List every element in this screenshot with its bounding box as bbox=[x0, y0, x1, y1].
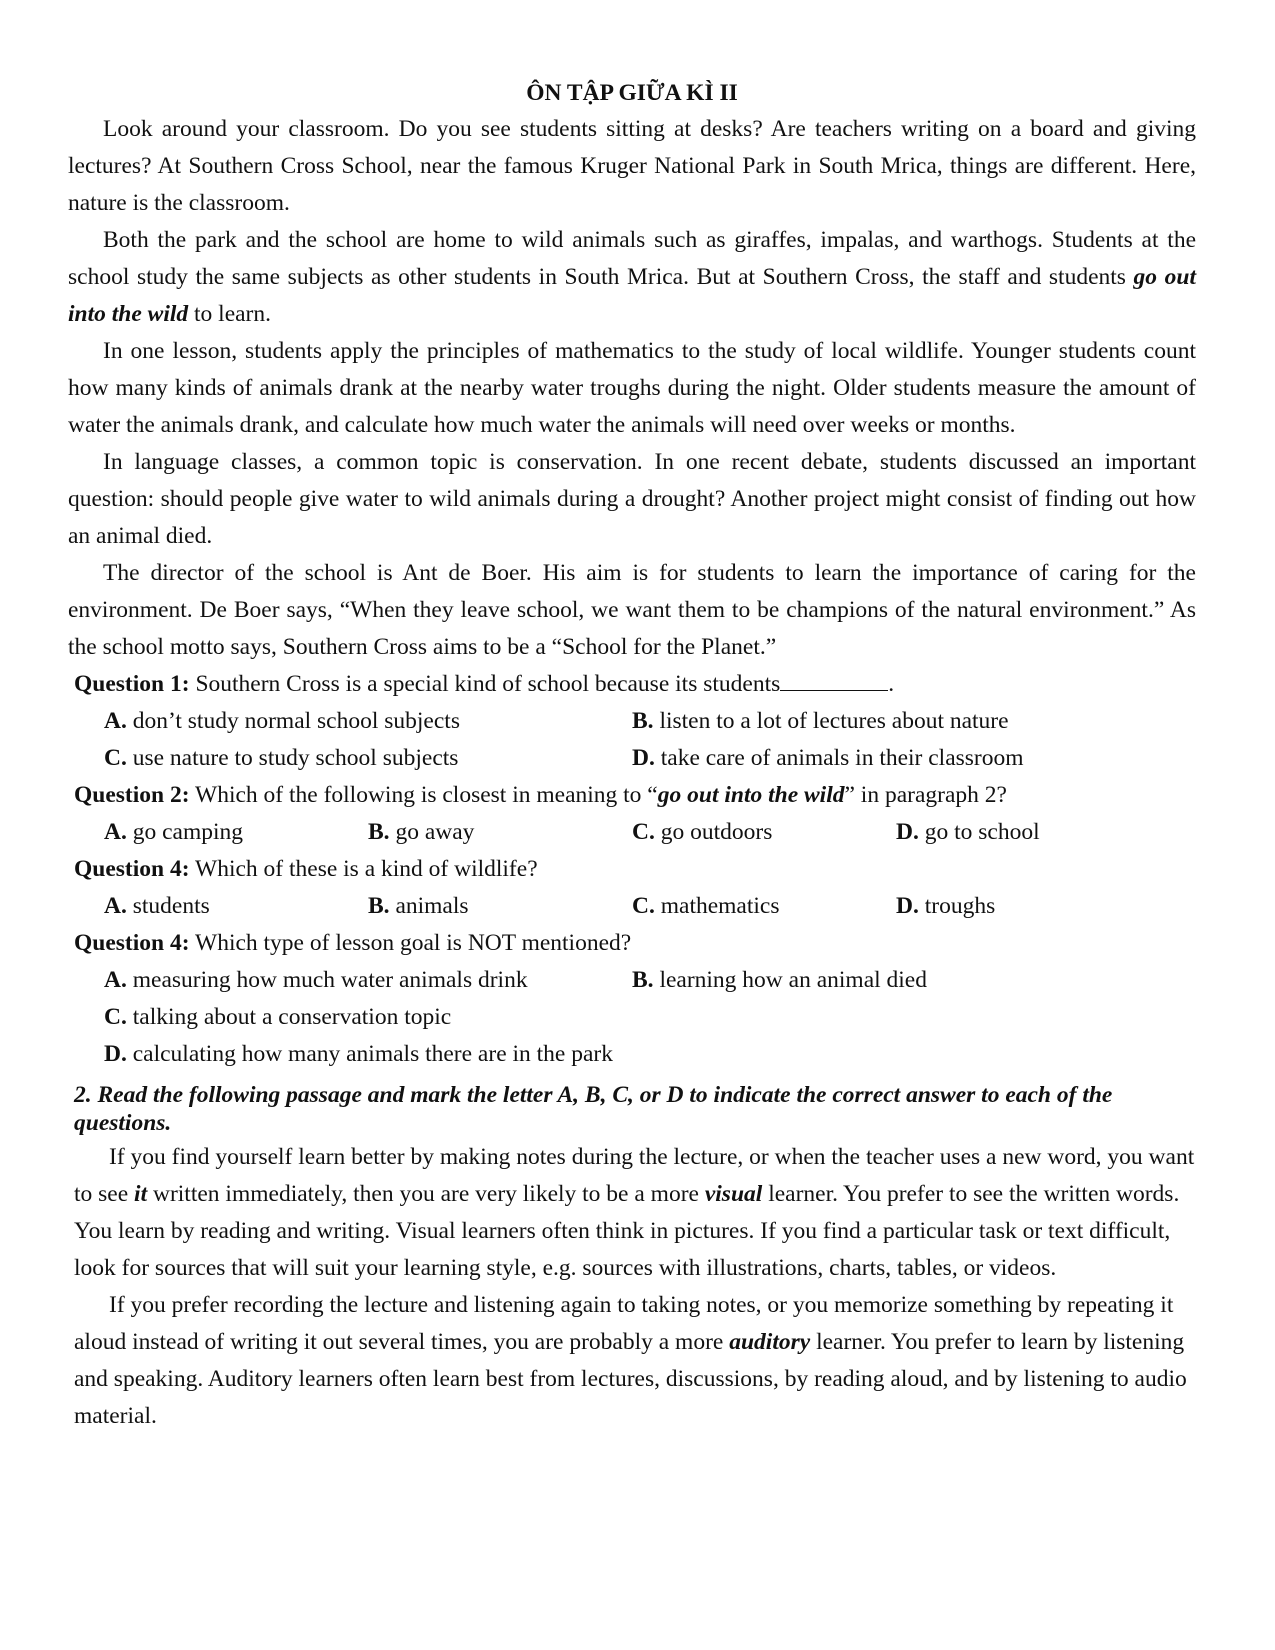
option-a[interactable] bbox=[104, 703, 460, 740]
text-span: to learn. bbox=[188, 301, 272, 327]
question-label: Question 1: bbox=[74, 671, 190, 697]
question-label: Question 4: bbox=[74, 930, 190, 956]
option-a[interactable] bbox=[104, 888, 210, 925]
option-d[interactable] bbox=[632, 740, 1024, 777]
question-tail: . bbox=[888, 671, 895, 697]
question-3 bbox=[68, 851, 1196, 888]
option-c[interactable] bbox=[632, 814, 772, 851]
passage1-paragraph-5: The director of the school is Ant de Boer. His aim is for students to learn the importance of caring for the environment. De Boer says, “When they leave school, we want them to be champions of the natural environment.” As the school motto says, Southern Cross aims to be a “School for the Planet.” bbox=[68, 560, 1196, 660]
option-text: mathematics bbox=[654, 893, 780, 919]
option-letter: B. bbox=[632, 708, 654, 734]
option-c[interactable] bbox=[632, 888, 780, 925]
question-text: Which of these is a kind of wildlife? bbox=[189, 856, 538, 882]
option-letter: D. bbox=[104, 1041, 127, 1067]
option-c[interactable] bbox=[104, 999, 451, 1036]
option-b[interactable] bbox=[632, 962, 927, 999]
question-text: Southern Cross is a special kind of school because its students bbox=[189, 671, 781, 697]
emphasized-word: it bbox=[134, 1181, 148, 1207]
option-letter: C. bbox=[632, 893, 655, 919]
page-title: ÔN TẬP GIỮA KÌ II bbox=[526, 80, 738, 106]
question-3-options bbox=[68, 888, 1196, 925]
text-span: learner. You prefer to learn by listening and speaking. Auditory learners often learn best from lectures, discussions, by reading aloud, and by listening to audio material. bbox=[74, 1329, 1187, 1429]
option-text: go camping bbox=[126, 819, 244, 845]
option-text: animals bbox=[389, 893, 469, 919]
question-text: ” in paragraph 2? bbox=[844, 782, 1007, 808]
passage1-paragraph-3: In one lesson, students apply the principles of mathematics to the study of local wildlife. Younger students count how many kinds of animals drank at the nearby water troughs during the night. Older students measure the amount of water the animals drank, and calculate how much water the animals will need over weeks or months. bbox=[68, 338, 1196, 438]
emphasized-word: auditory bbox=[729, 1329, 811, 1355]
question-text: Which type of lesson goal is NOT mentioned? bbox=[189, 930, 632, 956]
passage1-paragraph-4: In language classes, a common topic is conservation. In one recent debate, students discussed an important question: should people give water to wild animals during a drought? Another project might consist of finding out how an animal died. bbox=[68, 449, 1196, 549]
section-2-heading: 2. Read the following passage and mark the letter A, B, C, or D to indicate the correct answer to each of the questions. bbox=[74, 1082, 1113, 1136]
text-span: If you find yourself learn better by making notes during the lecture, or when the teacher uses a new word, you want to see bbox=[74, 1144, 1195, 1207]
emphasized-word: visual bbox=[704, 1181, 763, 1207]
passage1-paragraph-2 bbox=[68, 222, 1196, 333]
option-letter: D. bbox=[896, 893, 919, 919]
text-span: Both the park and the school are home to wild animals such as giraffes, impalas, and warthogs. Students at the school study the same subjects as other students in South Mrica. But at Southern Cross, the staff and students bbox=[68, 227, 1196, 290]
option-text: calculating how many animals there are in the park bbox=[126, 1041, 613, 1067]
text-span: If you prefer recording the lecture and listening again to taking notes, or you memorize something by repeating it aloud instead of writing it out several times, you are probably a more bbox=[74, 1292, 1174, 1355]
option-b[interactable] bbox=[368, 888, 469, 925]
option-d[interactable] bbox=[104, 1036, 613, 1073]
option-text: don’t study normal school subjects bbox=[126, 708, 460, 734]
passage1-paragraph-1: Look around your classroom. Do you see students sitting at desks? Are teachers writing on a board and giving lectures? At Southern Cross School, near the famous Kruger National Park in South Mrica, things are different. Here, nature is the classroom. bbox=[68, 116, 1196, 216]
emphasized-phrase: go out into the wild bbox=[68, 264, 1196, 327]
text-span: written immediately, then you are very likely to be a more bbox=[147, 1181, 705, 1207]
option-text: go to school bbox=[918, 819, 1040, 845]
question-label: Question 4: bbox=[74, 856, 190, 882]
option-d[interactable] bbox=[896, 888, 995, 925]
question-1-options-row-1 bbox=[68, 703, 1196, 740]
option-text: listen to a lot of lectures about nature bbox=[653, 708, 1009, 734]
text-span: learner. You prefer to see the written words. You learn by reading and writing. Visual learners often think in pictures. If you find a particular task or text difficult, look for sources that will suit your learning style, e.g. sources with illustrations, charts, tables, or videos. bbox=[74, 1181, 1180, 1281]
option-letter: B. bbox=[632, 967, 654, 993]
option-d[interactable] bbox=[896, 814, 1040, 851]
question-4-options-row-3 bbox=[68, 1036, 1196, 1073]
question-text: Which of the following is closest in meaning to “ bbox=[189, 782, 658, 808]
option-a[interactable] bbox=[104, 814, 243, 851]
option-letter: A. bbox=[104, 967, 127, 993]
option-b[interactable] bbox=[368, 814, 474, 851]
option-text: go away bbox=[389, 819, 475, 845]
question-4 bbox=[68, 925, 1196, 962]
question-1-options-row-2 bbox=[68, 740, 1196, 777]
question-label: Question 2: bbox=[74, 782, 190, 808]
option-letter: A. bbox=[104, 819, 127, 845]
question-2-options bbox=[68, 814, 1196, 851]
emphasized-phrase: go out into the wild bbox=[657, 782, 845, 808]
option-letter: D. bbox=[896, 819, 919, 845]
option-letter: A. bbox=[104, 708, 127, 734]
option-text: students bbox=[126, 893, 210, 919]
answer-blank bbox=[780, 670, 888, 691]
option-text: talking about a conservation topic bbox=[126, 1004, 452, 1030]
option-letter: B. bbox=[368, 893, 390, 919]
option-letter: C. bbox=[632, 819, 655, 845]
question-4-options-row-2 bbox=[68, 999, 1196, 1036]
option-text: go outdoors bbox=[654, 819, 773, 845]
option-letter: C. bbox=[104, 1004, 127, 1030]
option-b[interactable] bbox=[632, 703, 1009, 740]
option-letter: C. bbox=[104, 745, 127, 771]
option-letter: A. bbox=[104, 893, 127, 919]
option-text: take care of animals in their classroom bbox=[654, 745, 1024, 771]
question-1 bbox=[68, 666, 1196, 703]
option-text: troughs bbox=[918, 893, 996, 919]
option-c[interactable] bbox=[104, 740, 458, 777]
passage2-paragraph-2 bbox=[68, 1287, 1196, 1435]
option-text: measuring how much water animals drink bbox=[126, 967, 528, 993]
option-a[interactable] bbox=[104, 962, 528, 999]
passage2-paragraph-1 bbox=[68, 1139, 1196, 1287]
option-text: learning how an animal died bbox=[653, 967, 927, 993]
question-2 bbox=[68, 777, 1196, 814]
question-4-options-row-1 bbox=[68, 962, 1196, 999]
document-page bbox=[68, 78, 1196, 1435]
option-text: use nature to study school subjects bbox=[126, 745, 459, 771]
option-letter: D. bbox=[632, 745, 655, 771]
option-letter: B. bbox=[368, 819, 390, 845]
